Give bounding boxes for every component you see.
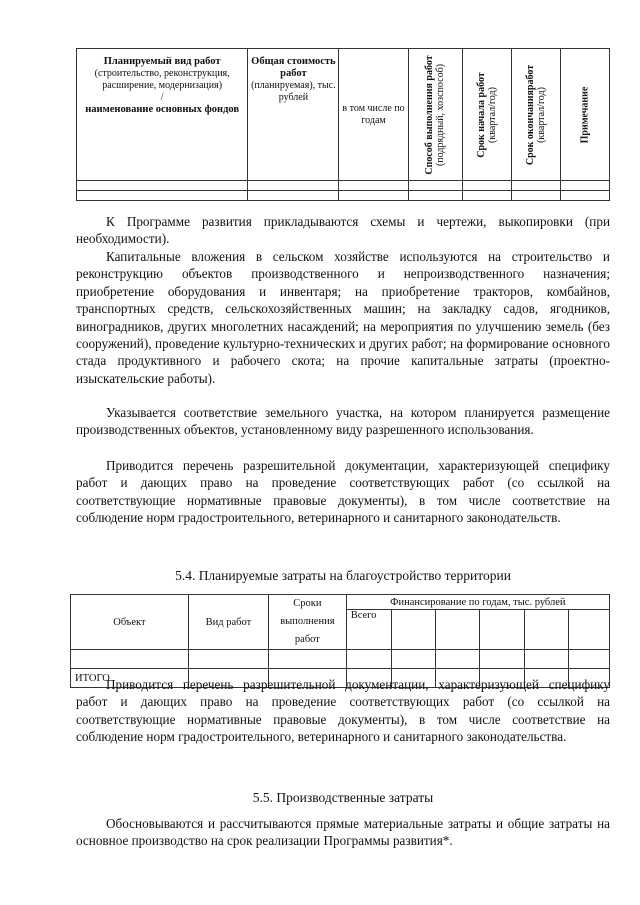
table-row bbox=[77, 191, 610, 201]
header-work-type: Вид работ bbox=[188, 595, 268, 650]
header-label: Примечание bbox=[579, 86, 591, 143]
header-slash: / bbox=[160, 92, 164, 103]
table-row bbox=[71, 650, 610, 669]
header-note: (строительство, реконструкция, расширение, модернизация) bbox=[94, 68, 230, 91]
header-label: Планируемый вид работ bbox=[103, 56, 221, 67]
header-terms: Сроки выполнения работ bbox=[269, 595, 347, 650]
header-note-col bbox=[560, 49, 609, 181]
table-header-row bbox=[71, 595, 610, 610]
header-label: Срок окончанияработ bbox=[524, 64, 536, 165]
header-label: в том числе по годам bbox=[342, 102, 405, 126]
header-note: (планируемая), тыс. рублей bbox=[251, 80, 336, 103]
header-end bbox=[511, 49, 560, 181]
header-label: Способ выполнения работ bbox=[424, 54, 436, 175]
paragraph-capital-investments: Капитальные вложения в сельском хозяйстве используются на строительство и реконструкцию объектов производственного и непроизводственного назначения; приобретение оборудования и инвентаря; на приобретение тракторов, комбайнов, транспортных средств, сельскохозяйственных машин; на закладку садов, ягодников, виноградников, других многолетних насаждений; на мероприятия по улучшению земель (без сооружений), проведение культурно-технических и других работ; на формирование основного стада продуктивного и рабочего скота; на прочие капитальные затраты (проектно-изыскательские работы). bbox=[76, 249, 610, 386]
table-row bbox=[77, 181, 610, 191]
header-note: (подрядный, хозспособ) bbox=[435, 63, 447, 166]
paragraph-production-costs: Обосновываются и рассчитываются прямые материальные затраты и общие затраты на основное производство на срок реализации Программы развития*. bbox=[76, 816, 610, 849]
header-start bbox=[462, 49, 511, 181]
paragraph-permits-2: Приводится перечень разрешительной документации, характеризующей специфику работ и дающих право на проведение соответствующих работ (со ссылкой на соответствующие нормативные правовые документы), в том числе соответствие на соблюдение норм градостроительного, ветеринарного и санитарного законодательства. bbox=[76, 677, 610, 745]
row-total-label: ИТОГО bbox=[71, 669, 189, 688]
capital-works-table bbox=[76, 48, 610, 201]
paragraph-permits: Приводится перечень разрешительной документации, характеризующей специфику работ и дающих право на проведение соответствующих работ (со ссылкой на соответствующие нормативные правовые документы), в том числе соответствие на соблюдение норм градостроительного, ветеринарного и санитарного законодательств. bbox=[76, 458, 610, 526]
header-total-cost bbox=[248, 49, 339, 181]
header-method bbox=[408, 49, 462, 181]
header-total: Всего bbox=[346, 610, 391, 650]
header-note: (квартал/год) bbox=[486, 86, 498, 143]
header-financing: Финансирование по годам, тыс. рублей bbox=[346, 595, 609, 610]
paragraph-attachments: К Программе развития прикладываются схемы и чертежи, выкопировки (при необходимости). bbox=[76, 214, 610, 247]
header-label: Общая стоимость работ bbox=[251, 56, 336, 79]
landscaping-costs-table bbox=[70, 594, 610, 688]
header-object: Объект bbox=[71, 595, 189, 650]
header-planned-work bbox=[77, 49, 248, 181]
section-heading-5-5: 5.5. Производственные затраты bbox=[252, 790, 434, 805]
header-label: наименование основных фондов bbox=[85, 104, 240, 115]
section-heading-5-4: 5.4. Планируемые затраты на благоустройство территории bbox=[175, 568, 511, 583]
header-by-years bbox=[339, 49, 408, 181]
paragraph-land-plot: Указывается соответствие земельного участка, на котором планируется размещение производственных объектов, установленному виду разрешенного использования. bbox=[76, 405, 610, 438]
table-header-row bbox=[77, 49, 610, 181]
header-label: Срок начала работ bbox=[475, 71, 487, 158]
header-note: (квартал/год) bbox=[535, 86, 547, 143]
